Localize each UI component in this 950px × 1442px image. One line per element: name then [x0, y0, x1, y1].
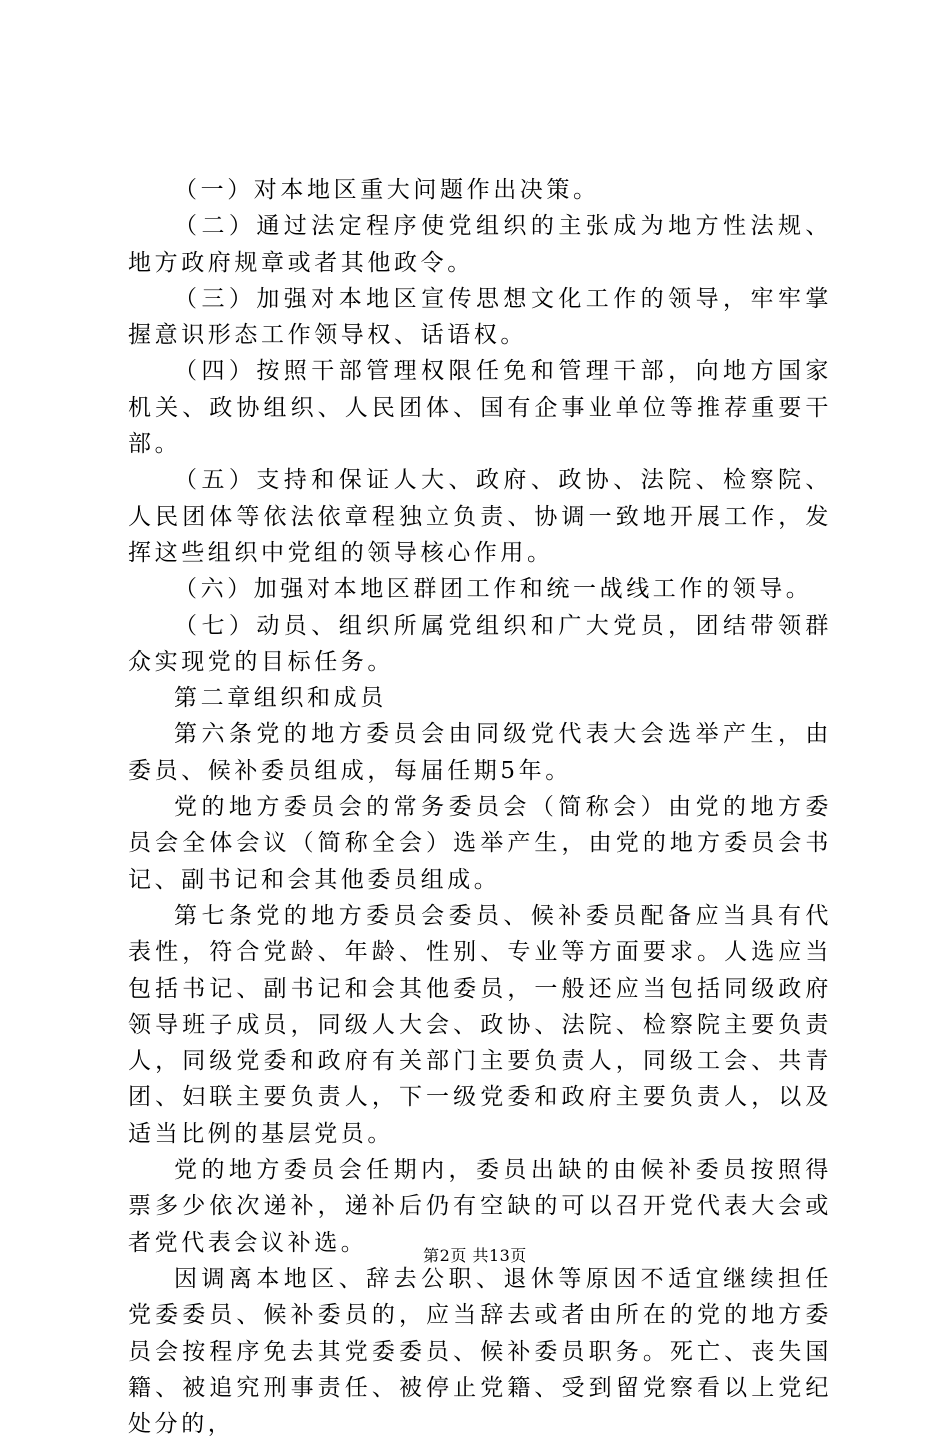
article-6-paragraph: 第六条党的地方委员会由同级党代表大会选举产生，由委员、候补委员组成，每届任期5年。: [128, 721, 832, 784]
paragraph-item-7: （七）动员、组织所属党组织和广大党员，团结带领群众实现党的目标任务。: [128, 612, 832, 675]
paragraph-item-3: （三）加强对本地区宣传思想文化工作的领导，牢牢掌握意识形态工作领导权、话语权。: [128, 285, 832, 349]
paragraph-item-4: （四）按照干部管理权限任免和管理干部，向地方国家机关、政协组织、人民团体、国有企事业单位等推荐重要干部。: [128, 358, 832, 458]
paragraph-item-1: （一）对本地区重大问题作出决策。: [174, 177, 600, 203]
page-footer: 第2页 共13页: [423, 1246, 527, 1265]
article-7-paragraph: 第七条党的地方委员会委员、候补委员配备应当具有代表性，符合党龄、年龄、性别、专业等方面要求。人选应当包括书记、副书记和会其他委员，一般还应当包括同级政府领导班子成员，同级人大会、政协、法院、检察院主要负责人，同级党委和政府有关部门主要负责人，同级工会、共青团、妇联主要负责人，下一级党委和政府主要负责人，以及适当比例的基层党员。: [128, 902, 832, 1147]
vacancy-paragraph: 党的地方委员会任期内，委员出缺的由候补委员按照得票多少依次递补，递补后仍有空缺的可以召开党代表大会或者党代表会议补选。: [128, 1157, 832, 1256]
standing-committee-paragraph: 党的地方委员会的常务委员会（简称会）由党的地方委员会全体会议（简称全会）选举产生，由党的地方委员会书记、副书记和会其他委员组成。: [128, 794, 832, 893]
chapter-heading: 第二章组织和成员: [174, 685, 387, 712]
paragraph-item-2: （二）通过法定程序使党组织的主张成为地方性法规、地方政府规章或者其他政令。: [128, 213, 832, 276]
paragraph-item-5: （五）支持和保证人大、政府、政协、法院、检察院、人民团体等依法依章程独立负责、协调一致地开展工作，发挥这些组织中党组的领导核心作用。: [128, 467, 832, 566]
paragraph-item-6: （六）加强对本地区群团工作和统一战线工作的领导。: [174, 576, 813, 603]
resignation-paragraph: 因调离本地区、辞去公职、退休等原因不适宜继续担任党委委员、候补委员的，应当辞去或者由所在的党的地方委员会按程序免去其党委委员、候补委员职务。死亡、丧失国籍、被追究刑事责任、被停止党籍、受到留党察看以上党纪处分的，: [128, 1265, 832, 1438]
